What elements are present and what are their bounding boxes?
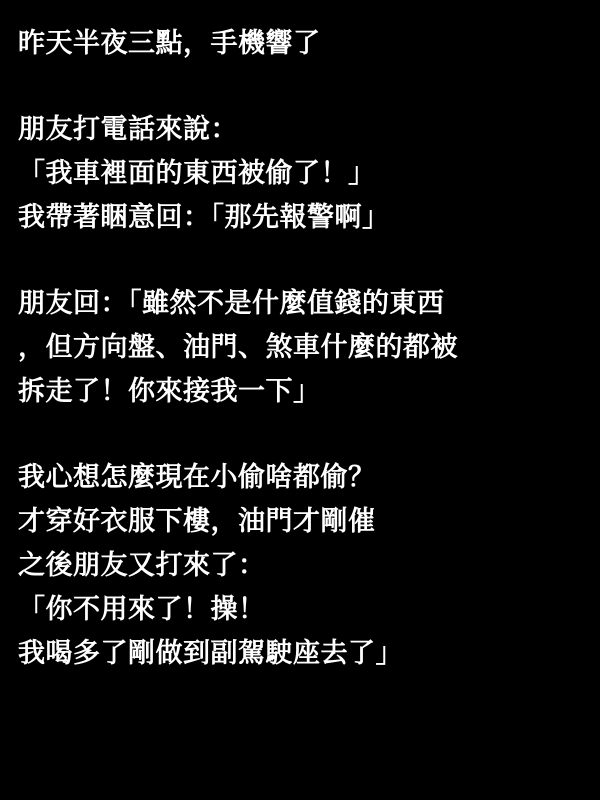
text-line: 我喝多了剛做到副駕駛座去了」 (18, 638, 403, 669)
text-line: 我帶著睏意回：「那先報警啊」 (18, 202, 390, 233)
text-line: 才穿好衣服下樓，油門才剛催 (18, 506, 376, 537)
paragraph-spacer (18, 66, 584, 108)
paragraph-1 (18, 22, 584, 66)
paragraph-4 (18, 456, 584, 676)
text-line: 我心想怎麼現在小偷啥都偷？ (18, 462, 376, 493)
text-line: 朋友回：「雖然不是什麼值錢的東西 (18, 288, 445, 319)
text-line: 朋友打電話來說： (18, 114, 238, 145)
story-text-block (18, 22, 584, 676)
paragraph-spacer (18, 240, 584, 282)
text-line: 昨天半夜三點，手機響了 (18, 28, 321, 59)
text-line: 之後朋友又打來了： (18, 550, 266, 581)
text-line: ，但方向盤、油門、煞車什麼的都被 (18, 332, 458, 363)
text-line: 「我車裡面的東西被偷了！」 (18, 158, 376, 189)
paragraph-2 (18, 108, 584, 240)
paragraph-spacer (18, 414, 584, 456)
paragraph-3 (18, 282, 584, 414)
text-line: 拆走了！你來接我一下」 (18, 376, 321, 407)
text-line: 「你不用來了！操！ (18, 594, 266, 625)
